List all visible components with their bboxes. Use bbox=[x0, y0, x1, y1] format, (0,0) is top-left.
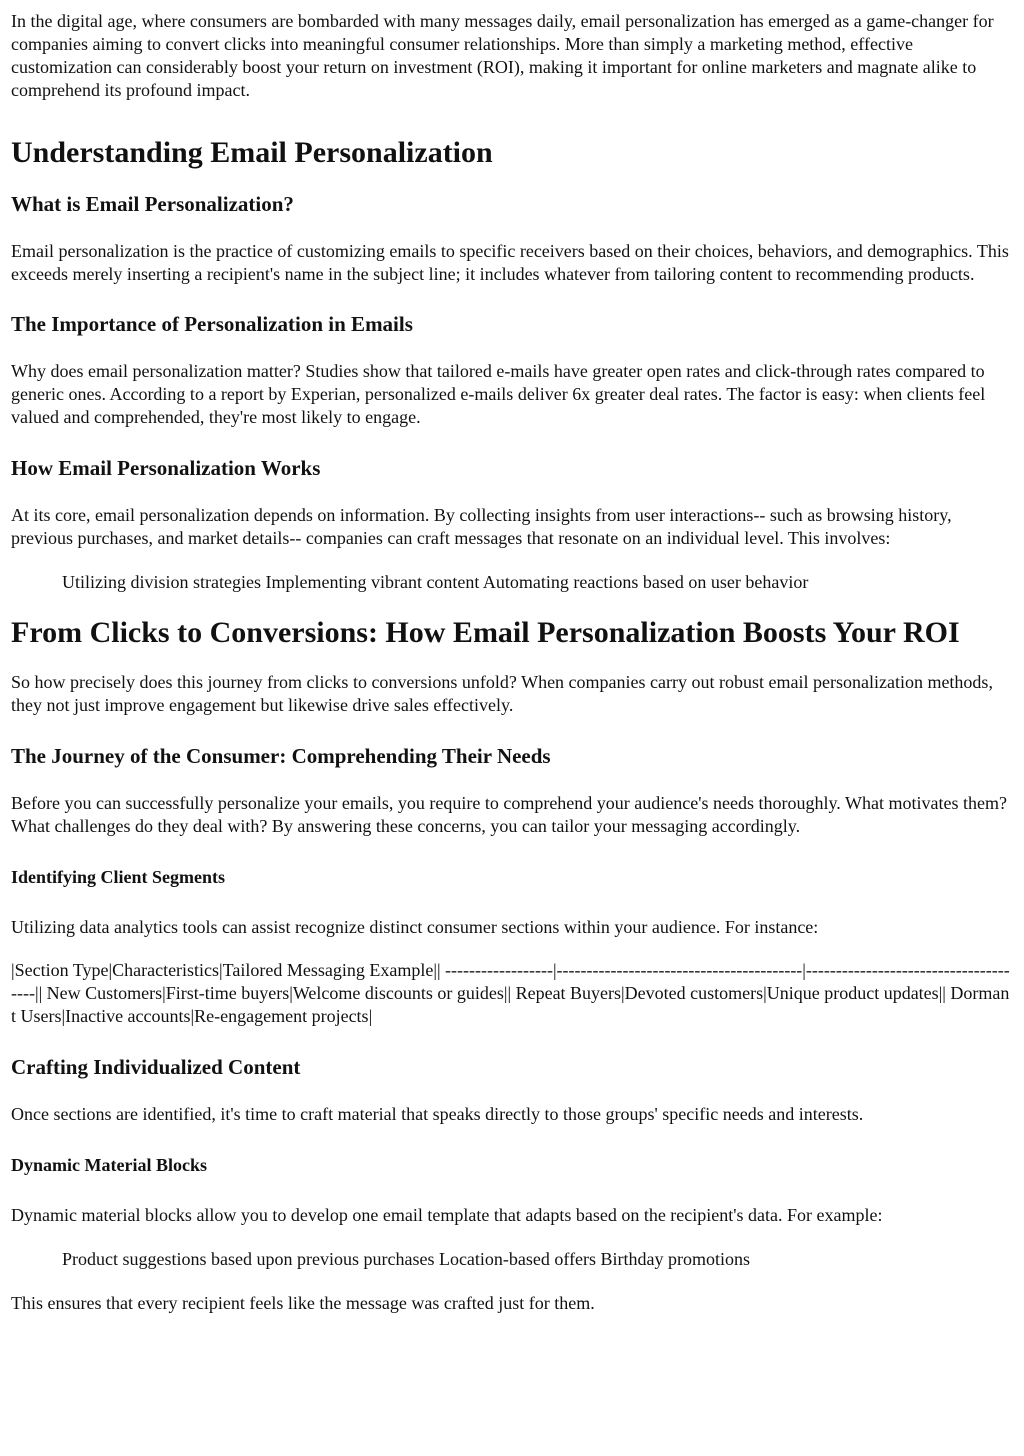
paragraph-dynamic-blocks: Dynamic material blocks allow you to develop one email template that adapts based on the recipient's data. For example: bbox=[11, 1205, 883, 1225]
paragraph-segments: Utilizing data analytics tools can assist recognize distinct consumer sections within your audience. For instance: bbox=[11, 917, 819, 937]
intro-paragraph: In the digital age, where consumers are bombarded with many messages daily, email personalization has emerged as a game-changer for companies aiming to convert clicks into meaningful consumer relationships. More than simply a marketing method, effective customization can considerably boost your return on investment (ROI), making it important for online marketers and magnate alike to comprehend its profound impact. bbox=[11, 11, 994, 100]
paragraph-journey: Before you can successfully personalize your emails, you require to comprehend your audience's needs thoroughly. What motivates them? What challenges do they deal with? By answering these concerns, you can tailor your messaging accordingly. bbox=[11, 793, 1007, 836]
paragraph-clicks-to-conversions: So how precisely does this journey from clicks to conversions unfold? When companies carry out robust email personalization methods, they not just improve engagement but likewise drive sales effectively. bbox=[11, 672, 993, 715]
heading-crafting-individualized-content: Crafting Individualized Content bbox=[11, 1055, 301, 1079]
paragraph-what-is: Email personalization is the practice of customizing emails to specific receivers based on their choices, behaviors, and demographics. This exceeds merely inserting a recipient's name in the subject line; it includes whatever from tailoring content to recommending products. bbox=[11, 241, 1009, 284]
heading-identifying-client-segments: Identifying Client Segments bbox=[11, 867, 226, 887]
heading-importance-of-personalization: The Importance of Personalization in Emails bbox=[11, 312, 413, 336]
paragraph-closing: This ensures that every recipient feels like the message was crafted just for them. bbox=[11, 1293, 595, 1313]
list-personalization-techniques: Utilizing division strategies Implementing vibrant content Automating reactions based on user behavior bbox=[62, 572, 809, 592]
list-dynamic-examples: Product suggestions based upon previous purchases Location-based offers Birthday promotions bbox=[62, 1249, 751, 1269]
heading-what-is-email-personalization: What is Email Personalization? bbox=[11, 192, 294, 216]
segments-table-text: |Section Type|Characteristics|Tailored Messaging Example|| ------------------|-----------------------------------------|--------------------------------------|| New Customers|First-time buyers|Welcome discounts or guides|| Repeat Buyers|Devoted customers|Unique product updates|| Dormant Users|Inactive accounts|Re-engagement projects| bbox=[11, 960, 1010, 1026]
heading-clicks-to-conversions: From Clicks to Conversions: How Email Personalization Boosts Your ROI bbox=[11, 616, 960, 649]
heading-how-it-works: How Email Personalization Works bbox=[11, 456, 321, 480]
paragraph-crafting: Once sections are identified, it's time to craft material that speaks directly to those groups' specific needs and interests. bbox=[11, 1104, 864, 1124]
article bbox=[0, 10, 1024, 1315]
heading-journey-of-consumer: The Journey of the Consumer: Comprehending Their Needs bbox=[11, 744, 551, 768]
paragraph-how-it-works: At its core, email personalization depends on information. By collecting insights from user interactions-- such as browsing history, previous purchases, and market details-- companies can craft messages that resonate on an individual level. This involves: bbox=[11, 505, 952, 548]
heading-dynamic-material-blocks: Dynamic Material Blocks bbox=[11, 1155, 207, 1175]
heading-understanding-email-personalization: Understanding Email Personalization bbox=[11, 136, 493, 169]
paragraph-importance: Why does email personalization matter? Studies show that tailored e-mails have greater open rates and click-through rates compared to generic ones. According to a report by Experian, personalized e-mails deliver 6x greater deal rates. The factor is easy: when clients feel valued and comprehended, they're most likely to engage. bbox=[11, 361, 986, 427]
